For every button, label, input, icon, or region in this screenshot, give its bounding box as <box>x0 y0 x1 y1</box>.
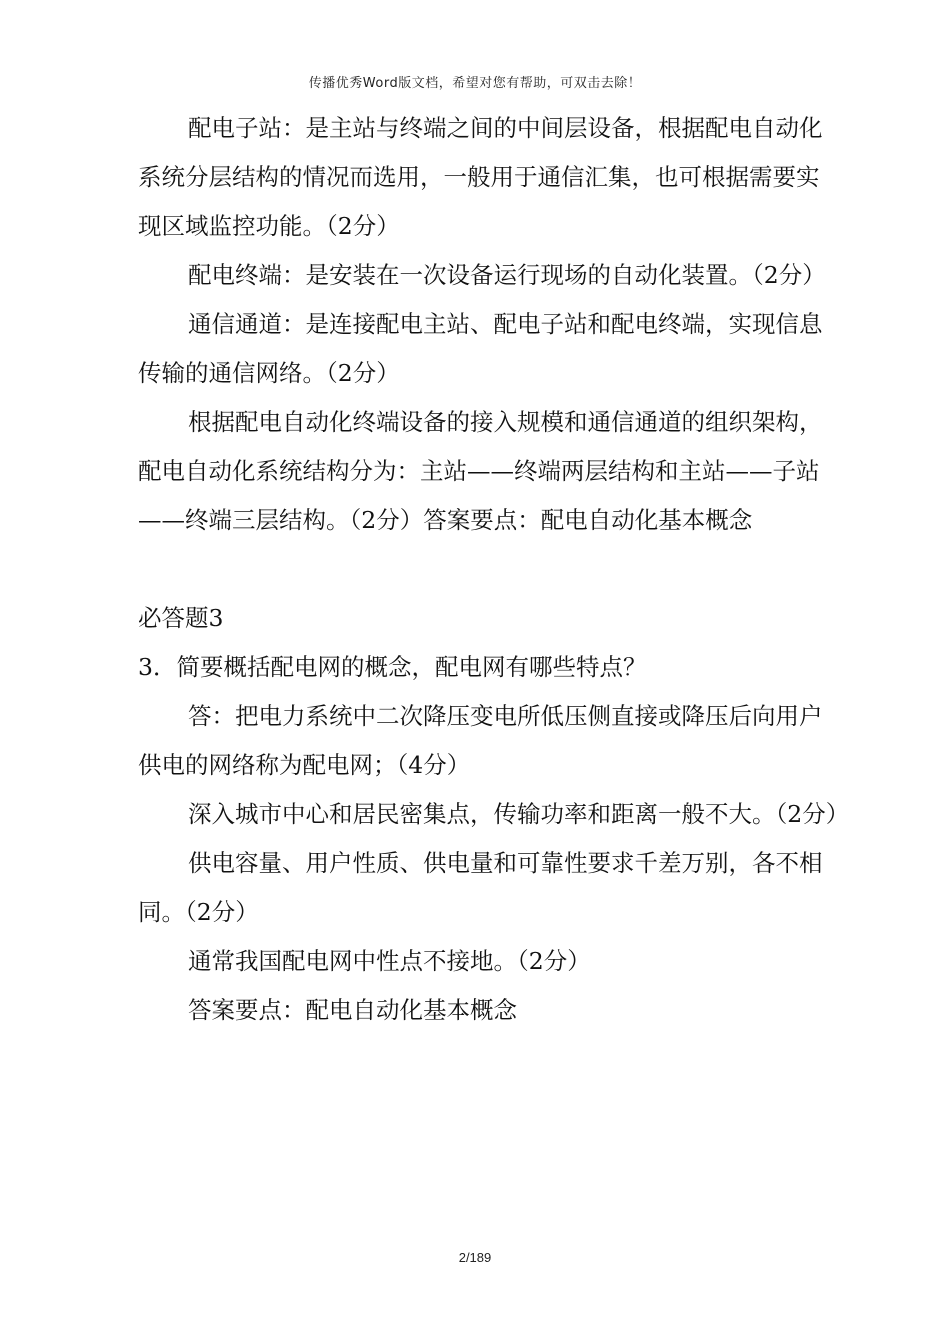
paragraph-substation: 配电子站：是主站与终端之间的中间层设备，根据配电自动化系统分层结构的情况而选用，一般用于通信汇集，也可根据需要实现区域监控功能。（2分） <box>138 114 823 240</box>
answer-key-points: 答案要点：配电自动化基本概念 <box>188 996 517 1024</box>
answer-feature-2: 供电容量、用户性质、供电量和可靠性要求千差万别，各不相同。（2分） <box>138 849 823 926</box>
paragraph-channel: 通信通道：是连接配电主站、配电子站和配电终端，实现信息传输的通信网络。（2分） <box>138 310 823 387</box>
question-text: 3．简要概括配电网的概念，配电网有哪些特点？ <box>138 653 647 681</box>
document-body <box>138 104 850 1035</box>
paragraph-structure: 根据配电自动化终端设备的接入规模和通信通道的组织架构，配电自动化系统结构分为：主站——终端两层结构和主站——子站——终端三层结构。（2分）答案要点：配电自动化基本概念 <box>138 408 823 534</box>
spacer <box>138 545 838 594</box>
section-title: 必答题3 <box>138 604 224 632</box>
answer-feature-3: 通常我国配电网中性点不接地。（2分） <box>188 947 591 975</box>
answer-feature-1: 深入城市中心和居民密集点，传输功率和距离一般不大。（2分） <box>188 800 850 828</box>
page-number: 2/189 <box>458 1250 492 1265</box>
page-header: 传播优秀Word版文档，希望对您有帮助，可双击去除！ <box>308 76 642 91</box>
answer-definition: 答：把电力系统中二次降压变电所低压侧直接或降压后向用户供电的网络称为配电网；（4分） <box>138 702 823 779</box>
paragraph-terminal: 配电终端：是安装在一次设备运行现场的自动化装置。（2分） <box>188 261 826 289</box>
